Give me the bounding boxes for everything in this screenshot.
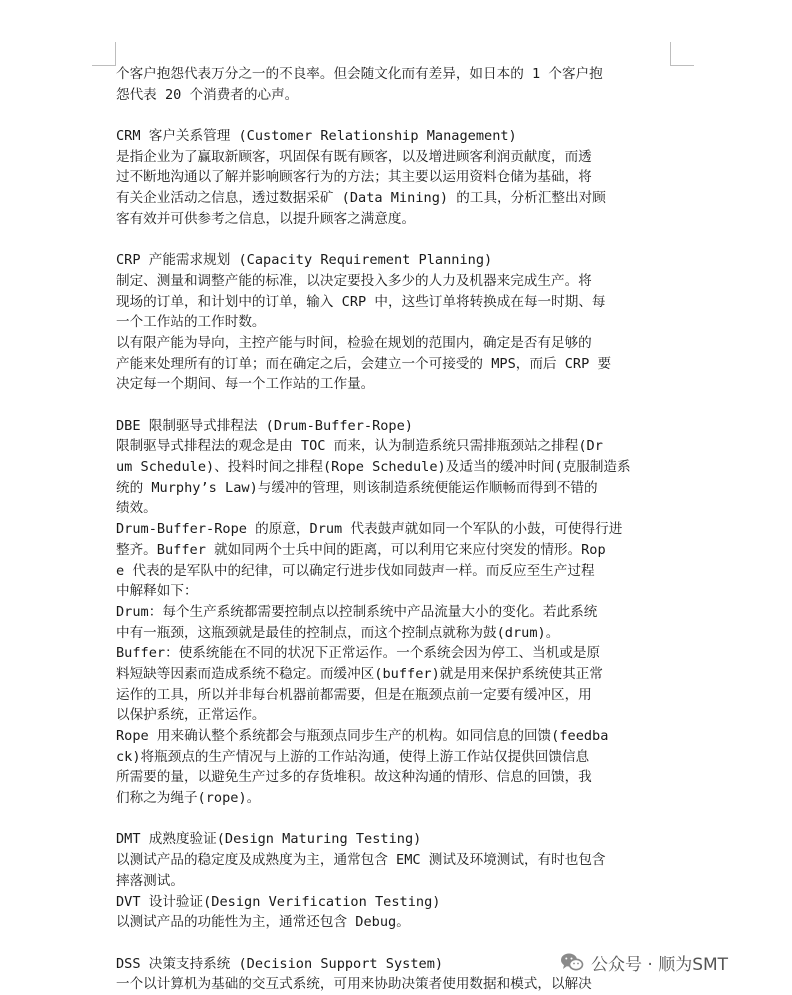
text-line: 摔落测试。 [116,872,184,889]
text-line: 有关企业活动之信息，透过数据采矿 (Data Mining) 的工具，分析汇整出对顾 [116,190,606,207]
text-line: 怨代表 20 个消费者的心声。 [116,86,299,103]
paragraph-gap [116,809,676,830]
text-line: 一个以计算机为基础的交互式系统，可用来协助决策者使用数据和模式，以解决 [116,976,592,993]
text-line: ck)将瓶颈点的生产情况与上游的工作站沟通，使得上游工作站仅提供回馈信息 [116,748,590,765]
text-line: 产能来处理所有的订单；而在确定之后，会建立一个可接受的 MPS，而后 CRP 要 [116,355,612,372]
text-line: 限制驱导式排程法的观念是由 TOC 而来，认为制造系统只需排瓶颈站之排程(Dr [116,438,603,455]
text-line: 运作的工具，所以并非每台机器前都需要，但是在瓶颈点前一定要有缓冲区，用 [116,686,592,703]
text-line: CRM 客户关系管理 (Customer Relationship Management) [116,128,517,145]
text-line: 中有一瓶颈，这瓶颈就是最佳的控制点，而这个控制点就称为鼓(drum)。 [116,624,560,641]
text-line: e 代表的是军队中的纪律，可以确定行进步伐如同鼓声一样。而反应至生产过程 [116,562,595,579]
text-line: 个客户抱怨代表万分之一的不良率。但会随文化而有差异，如日本的 1 个客户抱 [116,66,603,82]
text-line: Buffer：使系统能在不同的状况下正常运作。一个系统会因为停工、当机或是原 [116,645,601,662]
text-line: 料短缺等因素而造成系统不稳定。而缓冲区(buffer)就是用来保护系统使其正常 [116,665,603,682]
text-line: 是指企业为了赢取新顾客，巩固保有既有顾客，以及增进顾客利润贡献度，而透 [116,148,592,165]
text-line: Rope 用来确认整个系统都会与瓶颈点同步生产的机构。如同信息的回馈(feedba [116,728,609,744]
text-line: 过不断地沟通以了解并影响顾客行为的方法；其主要以运用资料仓储为基础，将 [116,169,592,186]
paragraph-gap [116,395,676,416]
text-line: DBE 限制驱导式排程法 (Drum-Buffer-Rope) [116,417,413,434]
text-line: Drum-Buffer-Rope 的原意，Drum 代表鼓声就如同一个军队的小鼓，可使得行进 [116,521,623,538]
watermark-text: 公众号 · 顺为SMT [591,954,729,975]
text-line: 们称之为绳子(rope)。 [116,790,261,807]
paragraph-gap [116,105,676,126]
text-line: 以测试产品的功能性为主，通常还包含 Debug。 [116,914,410,931]
text-line: DSS 决策支持系统 (Decision Support System) [116,955,444,972]
watermark [556,949,732,975]
text-line: DMT 成熟度验证(Design Maturing Testing) [116,831,422,848]
text-line: 绩效。 [116,500,157,517]
wechat-icon [560,952,584,972]
text-line: 统的 Murphy’s Law)与缓冲的管理，则该制造系统便能运作顺畅而得到不错的 [116,479,598,496]
text-line: 所需要的量，以避免生产过多的存货堆积。故这种沟通的情形、信息的回馈，我 [116,769,592,786]
text-line: 以有限产能为导向，主控产能与时间，检验在规划的范围内，确定是否有足够的 [116,334,592,351]
text-line: 客有效并可供参考之信息，以提升顾客之满意度。 [116,210,416,227]
text-line: 整齐。Buffer 就如同两个士兵中间的距离，可以利用它来应付突发的情形。Rop [116,541,606,558]
text-line: CRP 产能需求规划 (Capacity Requirement Planning) [116,252,493,269]
text-line: 现场的订单，和计划中的订单，输入 CRP 中，这些订单将转换成在每一时期、每 [116,293,606,310]
text-line: 以保护系统，正常运作。 [116,707,266,724]
paragraph-gap [116,230,676,251]
text-line: DVT 设计验证(Design Verification Testing) [116,893,441,910]
text-line: 以测试产品的稳定度及成熟度为主，通常包含 EMC 测试及环境测试，有时也包含 [116,852,606,869]
text-line: 中解释如下： [116,583,198,600]
text-line: 决定每一个期间、每一个工作站的工作量。 [116,376,375,393]
text-line: 一个工作站的工作时数。 [116,314,266,331]
text-line: um Schedule)、投料时间之排程(Rope Schedule)及适当的缓冲时间(克服制造系 [116,459,631,476]
text-line: 制定、测量和调整产能的标准，以决定要投入多少的人力及机器来完成生产。将 [116,272,592,289]
document-body [116,64,676,995]
text-line: Drum：每个生产系统都需要控制点以控制系统中产品流量大小的变化。若此系统 [116,603,598,620]
